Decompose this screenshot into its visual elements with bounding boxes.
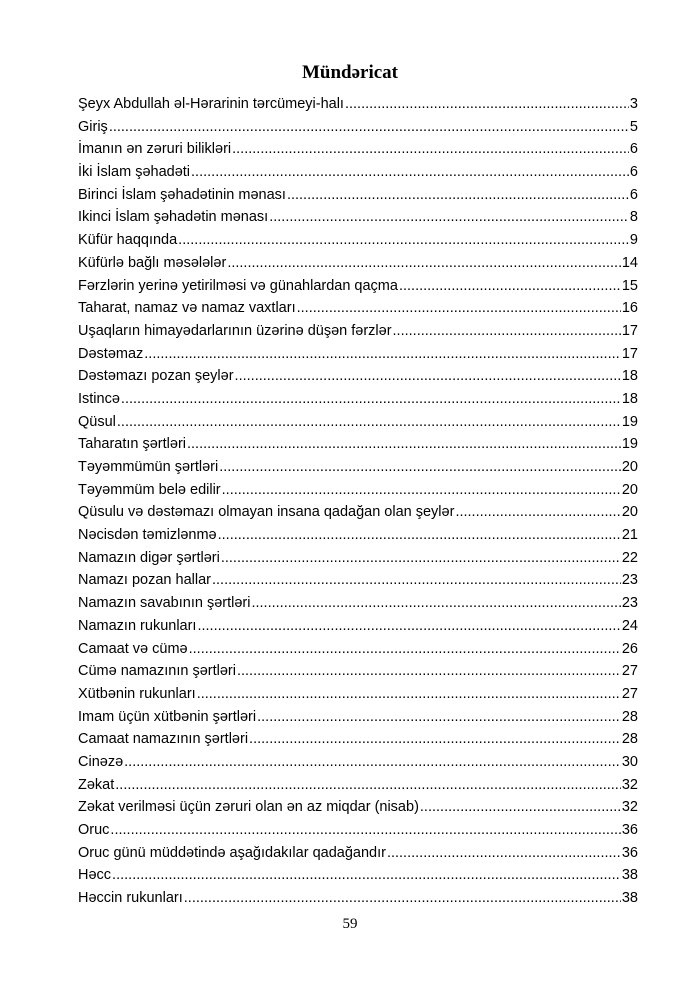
toc-entry-page: 32 (621, 776, 638, 793)
toc-entry (78, 161, 638, 184)
toc-entry (78, 411, 638, 434)
toc-entry (78, 433, 638, 456)
toc-entry (78, 547, 638, 570)
toc-entry-page: 30 (621, 753, 638, 770)
toc-entry (78, 728, 638, 751)
toc-entry-page: 20 (621, 504, 638, 521)
toc-entry-page: 20 (621, 481, 638, 498)
toc-entry-title: Ikinci İslam şəhadətin mənası (78, 209, 269, 226)
toc-entry-page: 19 (621, 436, 638, 453)
toc-entry-title: Taharat, namaz və namaz vaxtları (78, 300, 296, 317)
toc-entry-title: Nəcisdən təmizlənmə (78, 527, 217, 544)
toc-entry-page: 23 (621, 595, 638, 612)
toc-entry-title: Oruc günü müddətində aşağıdakılar qadağandır (78, 844, 386, 861)
toc-entry-page: 14 (621, 254, 638, 271)
toc-leader-dots (197, 615, 620, 638)
toc-entry-page: 15 (621, 277, 638, 294)
toc-entry (78, 184, 638, 207)
toc-leader-dots (117, 411, 621, 434)
toc-leader-dots (187, 433, 621, 456)
toc-entry-page: 5 (629, 118, 638, 135)
toc-entry-title: Təyəmmümün şərtləri (78, 459, 219, 475)
toc-leader-dots (115, 774, 621, 797)
toc-leader-dots (257, 706, 621, 729)
toc-entry (78, 320, 638, 343)
toc-entry-page: 19 (621, 413, 638, 430)
toc-leader-dots (189, 638, 621, 661)
toc-heading: Mündəricat (301, 62, 399, 83)
toc-leader-dots (124, 751, 621, 774)
toc-entry-title: Namazı pozan hallar (78, 572, 211, 589)
toc-entry-title: Zəkat (78, 776, 115, 793)
toc-entry-page: 17 (621, 345, 638, 362)
toc-leader-dots (345, 93, 629, 116)
toc-leader-dots (218, 524, 621, 547)
toc-entry-page: 18 (621, 368, 638, 385)
toc-entry-page: 28 (621, 731, 638, 748)
toc-leader-dots (191, 161, 629, 184)
toc-entry-title: Giriş (78, 118, 108, 135)
toc-entry-title: Uşaqların himayədarlarının üzərinə düşən fərzlər (78, 322, 392, 339)
toc-entry-page: 9 (629, 232, 638, 249)
toc-entry-title: Taharatın şərtləri (78, 436, 186, 453)
toc-entry-title: Xütbənin rukunları (78, 685, 196, 702)
toc-entry-title: Birinci İslam şəhadətinin mənası (78, 186, 286, 203)
toc-entry-title: İmanın ən zəruri bilikləri (78, 141, 232, 158)
toc-entry (78, 116, 638, 139)
toc-entry-title: Qüsulu və dəstəmazı olmayan insana qadağan olan şeylər (78, 504, 455, 521)
toc-entry (78, 819, 638, 842)
toc-leader-dots (251, 592, 620, 615)
toc-entry (78, 365, 638, 388)
toc-entry-title: Təyəmmüm belə edilir (78, 481, 221, 498)
toc-leader-dots (110, 819, 620, 842)
toc-entry-title: Namazın digər şərtləri (78, 549, 220, 566)
toc-entry (78, 343, 638, 366)
toc-entry-page: 8 (629, 209, 638, 226)
toc-entry-page: 22 (621, 549, 638, 566)
toc-entry-page: 17 (621, 322, 638, 339)
toc-entry (78, 479, 638, 502)
toc-entry (78, 252, 638, 275)
toc-entry (78, 456, 638, 479)
toc-entry-title: Zəkat verilməsi üçün zəruri olan ən az miqdar (nisab) (78, 799, 419, 816)
toc-entry-page: 38 (621, 867, 638, 884)
toc-entry-page: 36 (621, 822, 638, 838)
toc-entry-title: Namazın rukunları (78, 617, 197, 634)
toc-entry-title: Küfürlə bağlı məsələlər (78, 254, 227, 271)
toc-entry (78, 388, 638, 411)
toc-entry (78, 638, 638, 661)
toc-entry-page: 32 (621, 799, 638, 816)
toc-entry-page: 16 (621, 300, 638, 317)
toc-entry-page: 26 (621, 640, 638, 657)
toc-entry (78, 569, 638, 592)
toc-entry (78, 501, 638, 524)
toc-leader-dots (212, 569, 621, 592)
toc-leader-dots (184, 887, 621, 910)
toc-leader-dots (237, 660, 621, 683)
toc-entry (78, 138, 638, 161)
toc-leader-dots (222, 479, 621, 502)
toc-leader-dots (297, 297, 621, 320)
toc-entry (78, 592, 638, 615)
toc-entry-page: 20 (621, 459, 638, 475)
toc-leader-dots (455, 501, 620, 524)
toc-leader-dots (287, 184, 629, 207)
toc-entry (78, 229, 638, 252)
toc-entry-title: Həccin rukunları (78, 890, 183, 907)
toc-entry-page: 38 (621, 890, 638, 907)
toc-entry-page: 6 (629, 164, 638, 181)
toc-entry-page: 6 (629, 186, 638, 203)
toc-leader-dots (144, 343, 621, 366)
toc-entry-title: Cinəzə (78, 753, 124, 770)
toc-entry (78, 751, 638, 774)
toc-entry (78, 297, 638, 320)
toc-entry-title: Camaat və cümə (78, 640, 188, 657)
toc-entry-page: 27 (621, 663, 638, 680)
toc-entry-page: 23 (621, 572, 638, 589)
toc-entry (78, 774, 638, 797)
toc-entry-title: İki İslam şəhadəti (78, 164, 191, 181)
toc-entry-title: Imam üçün xütbənin şərtləri (78, 708, 257, 725)
toc-leader-dots (178, 229, 629, 252)
toc-entry (78, 615, 638, 638)
toc-entry (78, 887, 638, 910)
toc-leader-dots (112, 864, 621, 887)
page-number: 59 (342, 916, 358, 932)
toc-entry-page: 24 (621, 617, 638, 634)
toc-entry-title: Istincə (78, 390, 120, 407)
toc-entry-page: 21 (621, 527, 638, 544)
toc-entry-title: Şeyx Abdullah əl-Hərarinin tərcümeyi-halı (78, 96, 344, 112)
toc-leader-dots (249, 728, 621, 751)
toc-entry-page: 27 (621, 685, 638, 702)
toc-entry-title: Oruc (78, 822, 110, 838)
toc-entry-page: 36 (621, 844, 638, 861)
toc-entry-title: Camaat namazının şərtləri (78, 731, 249, 748)
toc-entry (78, 275, 638, 298)
toc-leader-dots (221, 547, 621, 570)
toc-entry-page: 6 (629, 141, 638, 158)
toc-entry-title: Fərzlərin yerinə yetirilməsi və günahlardan qaçma (78, 277, 398, 294)
toc-entry (78, 524, 638, 547)
toc-entry (78, 796, 638, 819)
toc-leader-dots (227, 252, 621, 275)
toc-leader-dots (387, 842, 621, 865)
toc-leader-dots (420, 796, 621, 819)
table-of-contents (78, 93, 638, 910)
toc-leader-dots (393, 320, 621, 343)
toc-entry-title: Həcc (78, 867, 112, 884)
toc-leader-dots (269, 206, 629, 229)
toc-entry (78, 93, 638, 116)
toc-leader-dots (197, 683, 621, 706)
toc-entry-page: 18 (621, 390, 638, 407)
toc-entry-title: Dəstəmaz (78, 345, 144, 362)
toc-leader-dots (235, 365, 621, 388)
toc-leader-dots (109, 116, 629, 139)
toc-entry (78, 206, 638, 229)
toc-entry-title: Namazın savabının şərtləri (78, 595, 251, 612)
toc-entry (78, 842, 638, 865)
toc-entry (78, 864, 638, 887)
toc-entry (78, 660, 638, 683)
toc-leader-dots (219, 456, 621, 479)
toc-entry-title: Cümə namazının şərtləri (78, 663, 236, 680)
toc-entry-title: Qüsul (78, 413, 116, 430)
toc-entry-page: 3 (629, 96, 638, 112)
toc-leader-dots (399, 275, 621, 298)
toc-leader-dots (232, 138, 629, 161)
toc-entry-page: 28 (621, 708, 638, 725)
toc-entry (78, 683, 638, 706)
toc-entry (78, 706, 638, 729)
toc-entry-title: Dəstəmazı pozan şeylər (78, 368, 234, 385)
toc-leader-dots (121, 388, 621, 411)
toc-entry-title: Küfür haqqında (78, 232, 178, 249)
